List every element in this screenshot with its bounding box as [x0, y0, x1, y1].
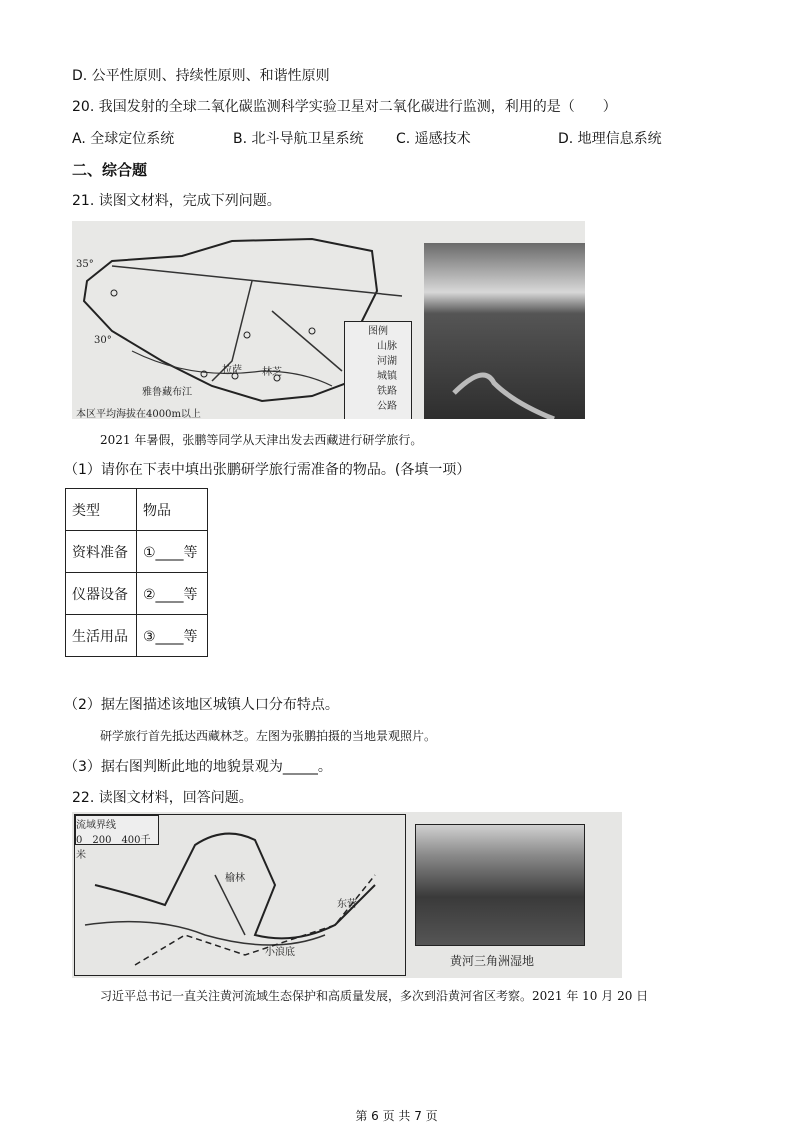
map-label: 拉萨: [222, 365, 242, 376]
map-label: 东营: [337, 899, 357, 910]
map-label: 榆林: [225, 873, 245, 884]
table-row: [66, 615, 208, 657]
yellow-river-map-figure: [72, 812, 622, 978]
q21-caption: 2021 年暑假，张鹏等同学从天津出发去西藏进行研学旅行。: [100, 433, 423, 447]
table-cell[interactable]: ③____等: [137, 615, 208, 657]
map-label: 林芝: [262, 367, 282, 378]
section-heading: 二、综合题: [72, 161, 148, 179]
map-label: 小浪底: [265, 947, 295, 958]
supplies-table: [65, 488, 208, 657]
table-cell: 生活用品: [66, 615, 137, 657]
q22-caption: 习近平总书记一直关注黄河流域生态保护和高质量发展，多次到沿黄河省区考察。2021 年 10 月 20 日: [100, 989, 649, 1003]
q21-sub1: （1）请你在下表中填出张鹏研学旅行需准备的物品。(各填一项）: [64, 462, 471, 478]
q19-option-d: D. 公平性原则、持续性原则、和谐性原则: [72, 68, 330, 84]
table-row: [66, 531, 208, 573]
q21-material2: 研学旅行首先抵达西藏林芝。左图为张鹏拍摄的当地景观照片。: [100, 729, 437, 743]
yellow-river-map: [74, 814, 406, 976]
q20-option-a: A. 全球定位系统: [72, 131, 175, 147]
legend-item: 铁路: [377, 386, 397, 397]
table-cell: 资料准备: [66, 531, 137, 573]
legend-item: 山脉: [377, 341, 397, 352]
q20-option-c: C. 遥感技术: [396, 131, 471, 147]
map-label: 本区平均海拔在4000m以上: [76, 409, 201, 419]
legend-item: 流域界线: [76, 820, 116, 831]
table-cell[interactable]: ②____等: [137, 573, 208, 615]
q21-sub3: （3）据右图判断此地的地貌景观为_____。: [64, 759, 332, 775]
legend-title: 图例: [368, 326, 388, 337]
legend-item: 城镇: [377, 371, 397, 382]
wetland-photo: [415, 824, 585, 946]
legend-item: 河湖: [377, 356, 397, 367]
map-label: 雅鲁藏布江: [142, 387, 192, 398]
table-header: 物品: [137, 489, 208, 531]
legend-item: 公路: [377, 401, 397, 412]
table-header: 类型: [66, 489, 137, 531]
q20-option-b: B. 北斗导航卫星系统: [233, 131, 364, 147]
scale-bar: 0 200 400千米: [76, 835, 151, 861]
q21-stem: 21. 读图文材料，完成下列问题。: [72, 193, 281, 209]
table-row: [66, 573, 208, 615]
map-legend: [344, 321, 412, 419]
map-label: 30°: [94, 335, 112, 346]
page-footer: 第 6 页 共 7 页: [355, 1109, 438, 1122]
landscape-photo: [424, 243, 585, 419]
photo-caption: 黄河三角洲湿地: [450, 954, 535, 968]
table-cell: 仪器设备: [66, 573, 137, 615]
tibet-map-figure: [72, 221, 585, 419]
map-label: 35°: [76, 259, 94, 270]
q22-stem: 22. 读图文材料，回答问题。: [72, 790, 253, 806]
q20-stem: 20. 我国发射的全球二氧化碳监测科学实验卫星对二氧化碳进行监测，利用的是（ ）: [72, 99, 617, 115]
q21-sub2: （2）据左图描述该地区城镇人口分布特点。: [64, 697, 339, 713]
table-cell[interactable]: ①____等: [137, 531, 208, 573]
q20-option-d: D. 地理信息系统: [558, 131, 662, 147]
